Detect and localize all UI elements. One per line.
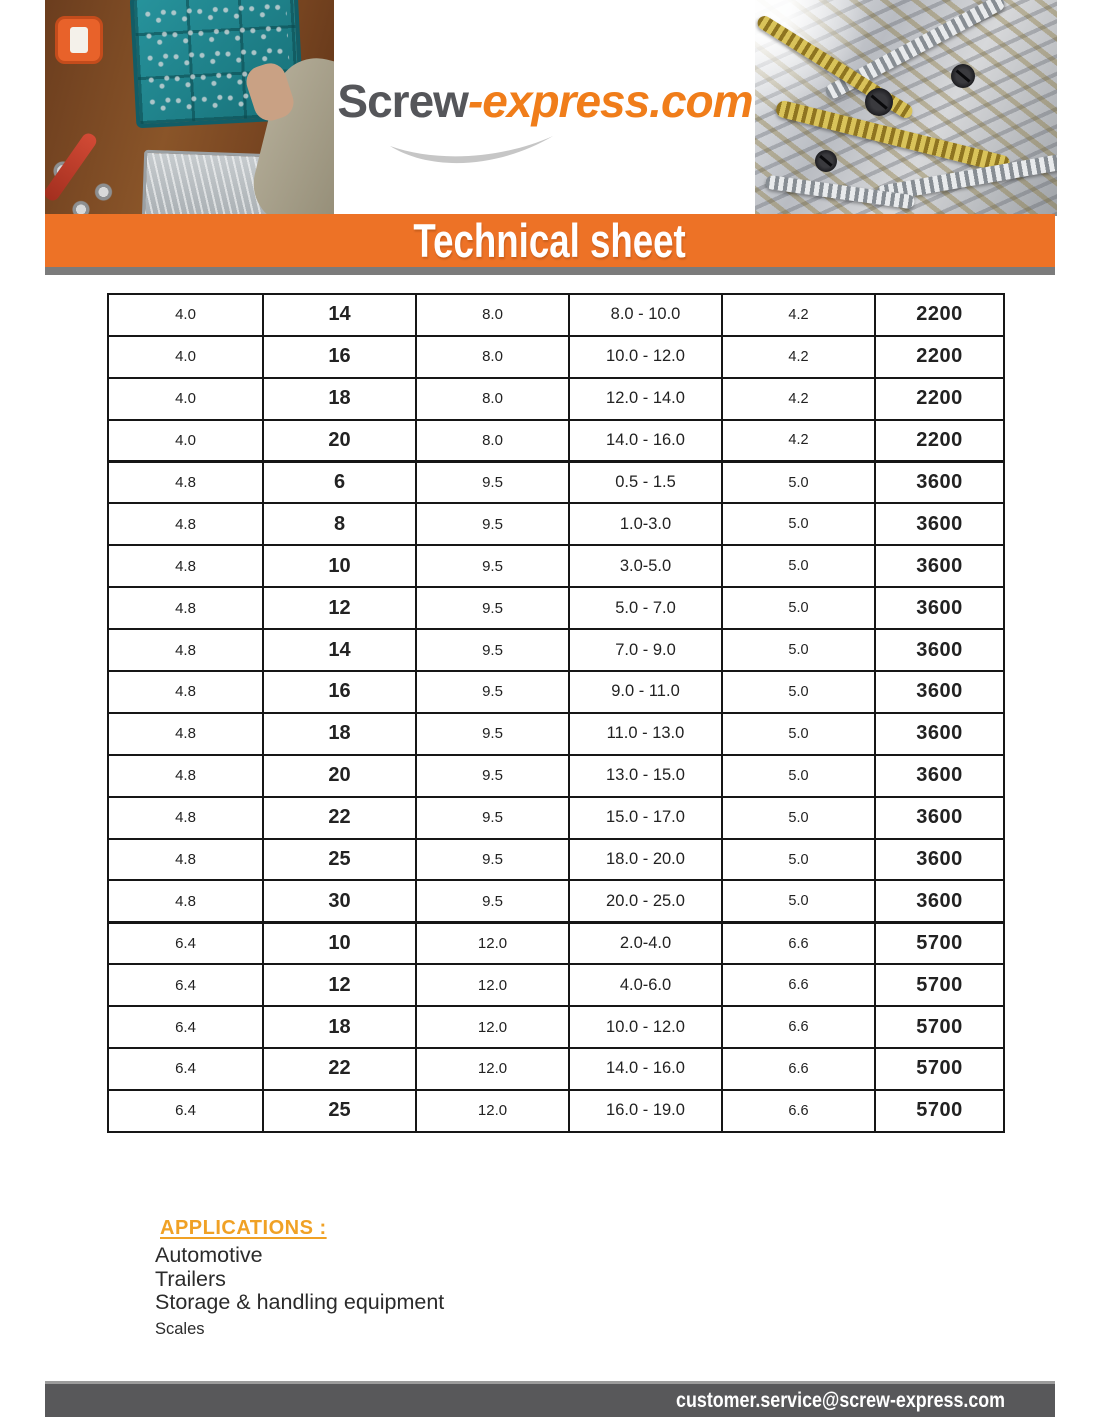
- table-cell-head: 8.0: [416, 378, 569, 420]
- table-cell-length: 20: [263, 420, 416, 462]
- table-cell-length: 30: [263, 880, 416, 922]
- application-item: Scales: [155, 1319, 205, 1338]
- table-cell-strength: 3600: [875, 797, 1004, 839]
- table-cell-grip-range: 11.0 - 13.0: [569, 713, 722, 755]
- table-cell-length: 18: [263, 713, 416, 755]
- logo-orange-part: -express.com: [467, 75, 753, 127]
- table-row: [108, 503, 1004, 545]
- table-cell-length: 22: [263, 1048, 416, 1090]
- table-cell-head: 9.5: [416, 545, 569, 587]
- table-cell-diameter: 4.8: [108, 839, 263, 881]
- table-cell-grip-range: 5.0 - 7.0: [569, 587, 722, 629]
- table-row: [108, 545, 1004, 587]
- applications-section: [155, 1217, 444, 1339]
- table-cell-diameter: 4.8: [108, 503, 263, 545]
- silver-screw-art: [765, 175, 915, 210]
- table-cell-diameter: 4.8: [108, 671, 263, 713]
- table-row: [108, 378, 1004, 420]
- workbench-tools-photo: [45, 0, 334, 218]
- table-cell-grip-range: 15.0 - 17.0: [569, 797, 722, 839]
- table-cell-diameter: 4.8: [108, 713, 263, 755]
- table-cell-grip-range: 12.0 - 14.0: [569, 378, 722, 420]
- table-cell-length: 18: [263, 378, 416, 420]
- table-cell-length: 18: [263, 1006, 416, 1048]
- table-row: [108, 462, 1004, 504]
- table-cell-head: 9.5: [416, 671, 569, 713]
- table-cell-hole: 4.2: [722, 294, 875, 336]
- applications-heading: APPLICATIONS :: [160, 1217, 327, 1239]
- logo-gray-part: Screw: [337, 75, 468, 127]
- table-cell-length: 16: [263, 671, 416, 713]
- table-cell-diameter: 4.0: [108, 294, 263, 336]
- table-cell-strength: 5700: [875, 1090, 1004, 1132]
- table-cell-strength: 5700: [875, 922, 1004, 964]
- table-row: [108, 629, 1004, 671]
- table-cell-strength: 3600: [875, 503, 1004, 545]
- table-cell-head: 8.0: [416, 294, 569, 336]
- table-cell-strength: 5700: [875, 1048, 1004, 1090]
- table-cell-length: 12: [263, 964, 416, 1006]
- table-cell-head: 9.5: [416, 629, 569, 671]
- table-cell-diameter: 6.4: [108, 1090, 263, 1132]
- logo-text: [337, 75, 752, 127]
- table-cell-hole: 4.2: [722, 336, 875, 378]
- table-cell-diameter: 4.8: [108, 462, 263, 504]
- table-row: [108, 336, 1004, 378]
- table-cell-head: 9.5: [416, 797, 569, 839]
- table-cell-hole: 5.0: [722, 462, 875, 504]
- table-cell-grip-range: 2.0-4.0: [569, 922, 722, 964]
- table-cell-length: 14: [263, 294, 416, 336]
- table-cell-diameter: 4.0: [108, 420, 263, 462]
- table-cell-diameter: 6.4: [108, 1048, 263, 1090]
- table-cell-grip-range: 14.0 - 16.0: [569, 420, 722, 462]
- table-cell-head: 9.5: [416, 839, 569, 881]
- table-cell-length: 12: [263, 587, 416, 629]
- spec-table: [107, 293, 1005, 1133]
- footer: [45, 1381, 1055, 1417]
- spec-table-body: [108, 294, 1004, 1132]
- table-cell-head: 9.5: [416, 880, 569, 922]
- tape-measure-art: [55, 16, 103, 64]
- table-cell-length: 10: [263, 545, 416, 587]
- table-cell-hole: 5.0: [722, 503, 875, 545]
- table-cell-head: 9.5: [416, 503, 569, 545]
- table-cell-grip-range: 7.0 - 9.0: [569, 629, 722, 671]
- screw-head-art: [951, 64, 975, 88]
- table-cell-grip-range: 18.0 - 20.0: [569, 839, 722, 881]
- table-cell-head: 8.0: [416, 420, 569, 462]
- table-row: [108, 880, 1004, 922]
- table-cell-strength: 2200: [875, 378, 1004, 420]
- table-cell-head: 9.5: [416, 713, 569, 755]
- table-cell-grip-range: 14.0 - 16.0: [569, 1048, 722, 1090]
- table-row: [108, 1006, 1004, 1048]
- table-cell-head: 12.0: [416, 1048, 569, 1090]
- table-cell-hole: 5.0: [722, 755, 875, 797]
- table-cell-grip-range: 8.0 - 10.0: [569, 294, 722, 336]
- table-cell-grip-range: 0.5 - 1.5: [569, 462, 722, 504]
- table-cell-hole: 6.6: [722, 964, 875, 1006]
- table-cell-head: 9.5: [416, 462, 569, 504]
- table-cell-strength: 2200: [875, 294, 1004, 336]
- application-item: Storage & handling equipment: [155, 1290, 445, 1314]
- table-cell-diameter: 4.8: [108, 755, 263, 797]
- table-cell-hole: 6.6: [722, 1048, 875, 1090]
- screw-head-art: [865, 88, 893, 116]
- application-item: Automotive: [155, 1243, 263, 1267]
- table-cell-hole: 4.2: [722, 378, 875, 420]
- table-row: [108, 671, 1004, 713]
- table-cell-strength: 3600: [875, 587, 1004, 629]
- table-row: [108, 1090, 1004, 1132]
- table-cell-strength: 3600: [875, 880, 1004, 922]
- table-cell-hole: 5.0: [722, 797, 875, 839]
- table-cell-hole: 5.0: [722, 880, 875, 922]
- table-row: [108, 922, 1004, 964]
- table-cell-strength: 3600: [875, 839, 1004, 881]
- table-cell-length: 8: [263, 503, 416, 545]
- table-cell-hole: 4.2: [722, 420, 875, 462]
- table-cell-length: 6: [263, 462, 416, 504]
- table-cell-length: 25: [263, 1090, 416, 1132]
- table-row: [108, 713, 1004, 755]
- table-cell-grip-range: 10.0 - 12.0: [569, 336, 722, 378]
- table-cell-diameter: 4.8: [108, 629, 263, 671]
- table-cell-diameter: 6.4: [108, 964, 263, 1006]
- customer-service-email: customer.service@screw-express.com: [676, 1388, 1005, 1412]
- table-row: [108, 294, 1004, 336]
- table-cell-grip-range: 1.0-3.0: [569, 503, 722, 545]
- table-cell-grip-range: 3.0-5.0: [569, 545, 722, 587]
- table-cell-strength: 5700: [875, 964, 1004, 1006]
- table-cell-hole: 6.6: [722, 1006, 875, 1048]
- table-cell-diameter: 4.8: [108, 880, 263, 922]
- table-cell-strength: 3600: [875, 713, 1004, 755]
- table-cell-hole: 5.0: [722, 671, 875, 713]
- table-cell-hole: 5.0: [722, 587, 875, 629]
- table-cell-grip-range: 16.0 - 19.0: [569, 1090, 722, 1132]
- table-row: [108, 839, 1004, 881]
- table-cell-head: 8.0: [416, 336, 569, 378]
- table-cell-hole: 5.0: [722, 713, 875, 755]
- table-cell-strength: 3600: [875, 755, 1004, 797]
- screws-pile-photo: [755, 0, 1057, 216]
- table-cell-hole: 5.0: [722, 839, 875, 881]
- table-cell-hole: 6.6: [722, 922, 875, 964]
- table-cell-length: 22: [263, 797, 416, 839]
- table-cell-length: 20: [263, 755, 416, 797]
- table-cell-length: 10: [263, 922, 416, 964]
- table-cell-length: 25: [263, 839, 416, 881]
- table-cell-strength: 5700: [875, 1006, 1004, 1048]
- table-cell-head: 12.0: [416, 1006, 569, 1048]
- page-title: Technical sheet: [413, 213, 687, 267]
- logo-swoosh-icon: [387, 130, 557, 172]
- table-cell-strength: 3600: [875, 671, 1004, 713]
- table-cell-strength: 2200: [875, 420, 1004, 462]
- table-cell-strength: 3600: [875, 629, 1004, 671]
- table-cell-diameter: 6.4: [108, 1006, 263, 1048]
- table-row: [108, 587, 1004, 629]
- table-cell-strength: 2200: [875, 336, 1004, 378]
- table-cell-head: 9.5: [416, 755, 569, 797]
- table-cell-head: 12.0: [416, 922, 569, 964]
- table-cell-hole: 6.6: [722, 1090, 875, 1132]
- table-cell-head: 12.0: [416, 1090, 569, 1132]
- logo: [335, 74, 755, 128]
- application-item: Trailers: [155, 1266, 226, 1291]
- table-cell-hole: 5.0: [722, 545, 875, 587]
- table-row: [108, 420, 1004, 462]
- table-cell-grip-range: 20.0 - 25.0: [569, 880, 722, 922]
- technical-sheet-banner: [45, 214, 1055, 267]
- table-cell-grip-range: 13.0 - 15.0: [569, 755, 722, 797]
- table-row: [108, 1048, 1004, 1090]
- table-cell-diameter: 4.0: [108, 336, 263, 378]
- table-cell-grip-range: 10.0 - 12.0: [569, 1006, 722, 1048]
- table-cell-grip-range: 9.0 - 11.0: [569, 671, 722, 713]
- table-cell-hole: 5.0: [722, 629, 875, 671]
- table-cell-head: 12.0: [416, 964, 569, 1006]
- table-cell-diameter: 4.8: [108, 587, 263, 629]
- table-cell-diameter: 6.4: [108, 922, 263, 964]
- silver-screw-art: [823, 0, 1007, 101]
- table-cell-strength: 3600: [875, 545, 1004, 587]
- table-cell-grip-range: 4.0-6.0: [569, 964, 722, 1006]
- table-cell-diameter: 4.8: [108, 797, 263, 839]
- spec-table-grid: [107, 293, 1005, 1133]
- table-row: [108, 755, 1004, 797]
- table-row: [108, 797, 1004, 839]
- table-cell-head: 9.5: [416, 587, 569, 629]
- table-row: [108, 964, 1004, 1006]
- table-cell-length: 14: [263, 629, 416, 671]
- screw-head-art: [815, 150, 837, 172]
- table-cell-diameter: 4.0: [108, 378, 263, 420]
- table-cell-length: 16: [263, 336, 416, 378]
- banner-underline-strip: [45, 267, 1055, 275]
- table-cell-strength: 3600: [875, 462, 1004, 504]
- table-cell-diameter: 4.8: [108, 545, 263, 587]
